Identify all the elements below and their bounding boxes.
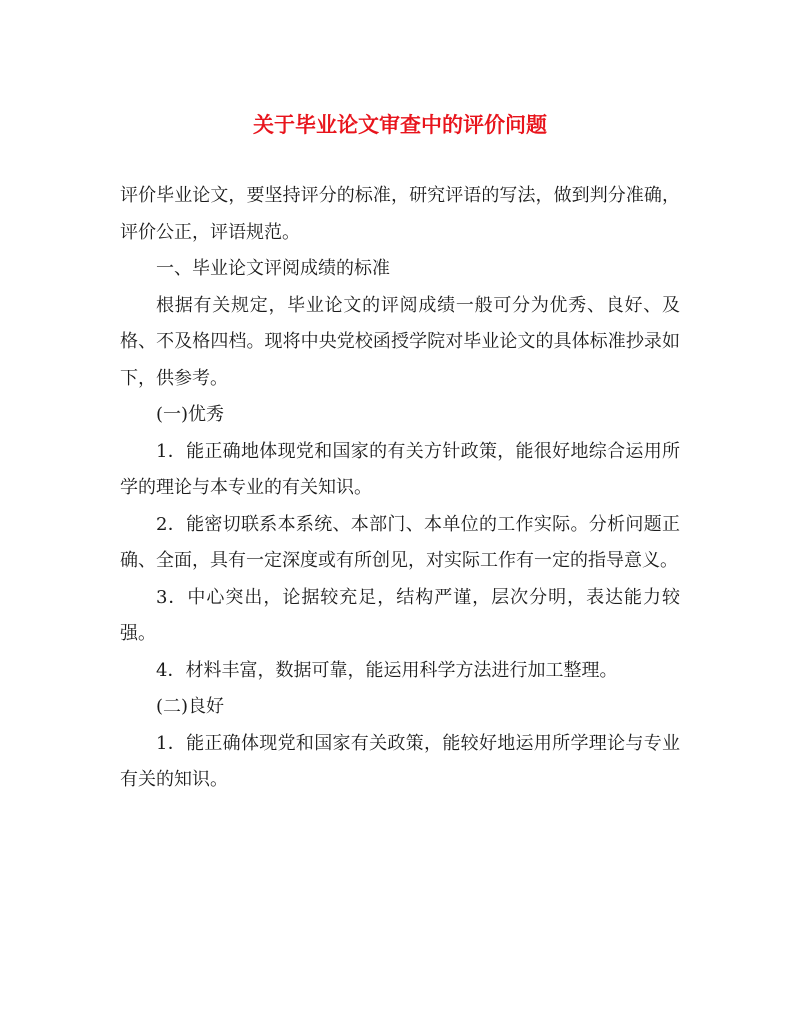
standards-paragraph: 根据有关规定，毕业论文的评阅成绩一般可分为优秀、良好、及格、不及格四档。现将中央党校函授学院对毕业论文的具体标准抄录如下，供参考。 [120, 294, 680, 389]
excellent-item-2: 2．能密切联系本系统、本部门、本单位的工作实际。分析问题正确、全面，具有一定深度或有所创见，对实际工作有一定的指导意义。 [120, 513, 680, 571]
subheading-excellent: (一)优秀 [156, 404, 225, 425]
subheading-good: (二)良好 [156, 696, 225, 717]
good-item-1: 1．能正确体现党和国家有关政策，能较好地运用所学理论与专业有关的知识。 [120, 732, 680, 790]
document-body [120, 178, 680, 799]
excellent-item-3: 3．中心突出，论据较充足，结构严谨，层次分明，表达能力较强。 [120, 586, 680, 644]
intro-paragraph: 评价毕业论文，要坚持评分的标准，研究评语的写法，做到判分准确，评价公正，评语规范。 [120, 185, 680, 243]
section-heading-standards: 一、毕业论文评阅成绩的标准 [156, 258, 390, 279]
excellent-item-4: 4．材料丰富，数据可靠，能运用科学方法进行加工整理。 [156, 659, 618, 681]
excellent-item-1: 1．能正确地体现党和国家的有关方针政策，能很好地综合运用所学的理论与本专业的有关知识。 [120, 440, 680, 498]
document-title: 关于毕业论文审查中的评价问题 [253, 112, 547, 137]
